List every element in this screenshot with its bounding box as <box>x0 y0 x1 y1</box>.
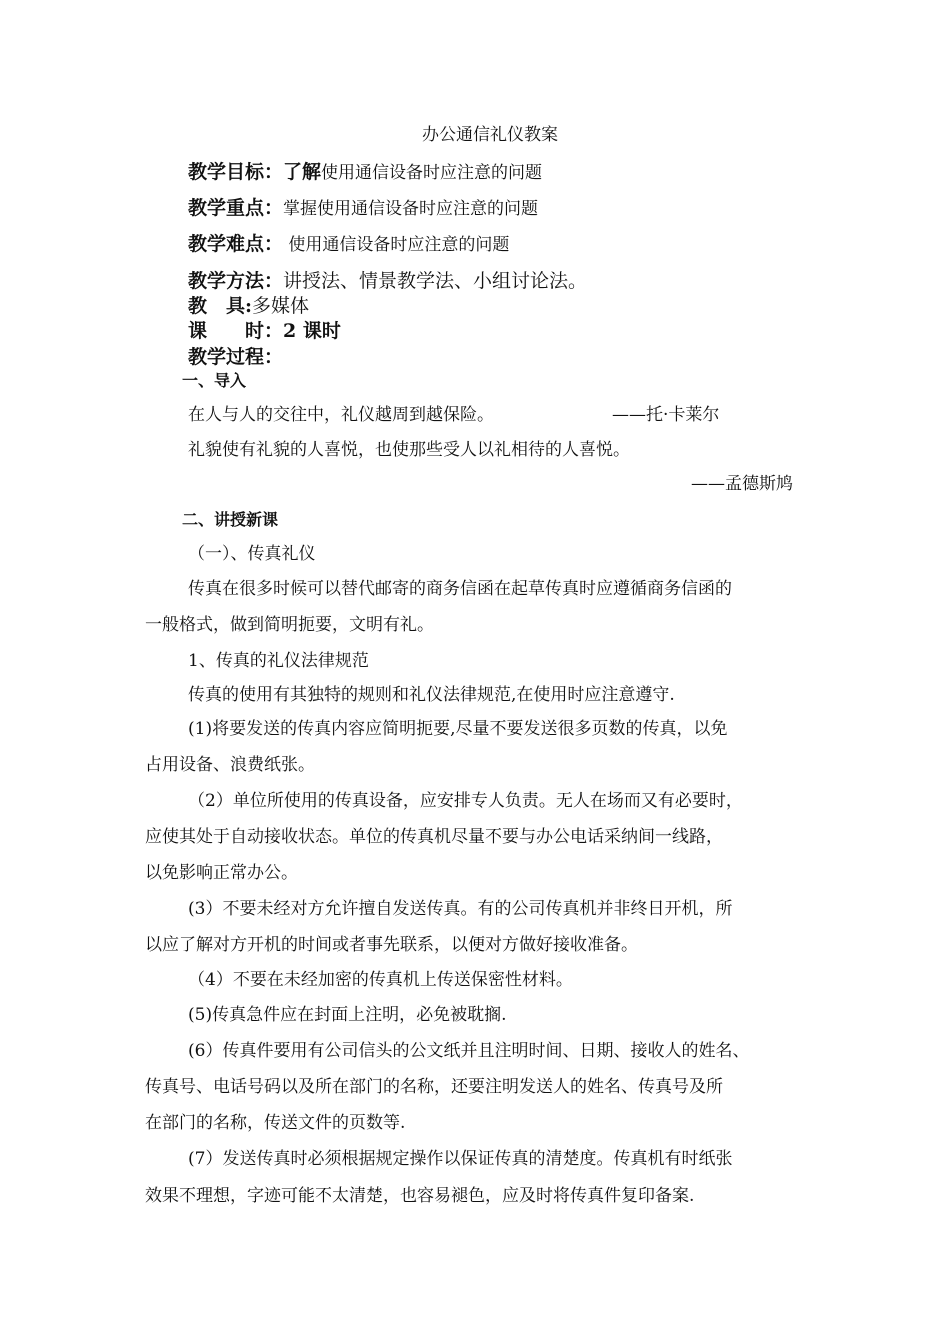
para1-line2: 一般格式，做到简明扼要，文明有礼。 <box>145 615 434 635</box>
tools-label: 教 具: <box>188 295 253 317</box>
section2-heading: 二、讲授新课 <box>182 510 279 529</box>
methods-text: 讲授法、情景教学法、小组讨论法。 <box>283 270 588 292</box>
tools-text: 多媒体 <box>252 295 310 317</box>
item2-line1: （2）单位所使用的传真设备，应安排专人负责。无人在场而又有必要时， <box>188 791 743 811</box>
document-title: 办公通信礼仪教案 <box>422 125 558 145</box>
focus-line <box>188 196 538 221</box>
item3-line1: (3）不要未经对方允许擅自发送传真。有的公司传真机并非终日开机，所 <box>188 899 733 919</box>
item7-line1: (7）发送传真时必须根据规定操作以保证传真的清楚度。传真机有时纸张 <box>188 1149 733 1169</box>
hours-text: 2 课时 <box>283 320 341 342</box>
hours-label: 课 时： <box>188 320 284 342</box>
subsection-fax-rules: 1、传真的礼仪法律规范 <box>188 651 369 671</box>
methods-line <box>188 269 587 293</box>
hours-line <box>188 319 341 343</box>
item6-line1: (6）传真件要用有公司信头的公文纸并且注明时间、日期、接收人的姓名、 <box>188 1041 750 1061</box>
quote1-author: ——托·卡莱尔 <box>612 405 720 425</box>
item5: (5)传真急件应在封面上注明，必免被耽搁. <box>188 1005 507 1025</box>
item1-line2: 占用设备、浪费纸张。 <box>145 755 315 775</box>
item6-line2: 传真号、电话号码以及所在部门的名称，还要注明发送人的姓名、传真号及所 <box>145 1077 723 1097</box>
focus-label: 教学重点： <box>188 197 284 219</box>
difficulty-text: 使用通信设备时应注意的问题 <box>283 235 510 255</box>
quote1: 在人与人的交往中，礼仪越周到越保险。 <box>188 405 494 425</box>
difficulty-label: 教学难点： <box>188 233 284 255</box>
difficulty-line <box>188 232 509 257</box>
item6-line3: 在部门的名称，传送文件的页数等. <box>145 1113 406 1133</box>
item1-line1: (1)将要发送的传真内容应简明扼要,尽量不要发送很多页数的传真，以免 <box>188 719 728 739</box>
item2-line3: 以免影响正常办公。 <box>145 863 298 883</box>
objective-text: 使用通信设备时应注意的问题 <box>321 163 543 183</box>
objective-label: 教学目标： <box>188 161 284 183</box>
para2: 传真的使用有其独特的规则和礼仪法律规范,在使用时应注意遵守. <box>188 685 675 705</box>
item2-line2: 应使其处于自动接收状态。单位的传真机尽量不要与办公电话采纳间一线路， <box>145 827 723 847</box>
para1-line1: 传真在很多时候可以替代邮寄的商务信函在起草传真时应遵循商务信函的 <box>188 579 732 599</box>
item7-line2: 效果不理想，字迹可能不太清楚，也容易褪色，应及时将传真件复印备案. <box>145 1186 695 1206</box>
process-label: 教学过程： <box>188 346 284 368</box>
methods-label: 教学方法： <box>188 270 284 292</box>
objective-line <box>188 160 542 185</box>
item3-line2: 以应了解对方开机的时间或者事先联系，以便对方做好接收准备。 <box>145 935 638 955</box>
quote2: 礼貌使有礼貌的人喜悦，也使那些受人以礼相待的人喜悦。 <box>188 440 630 460</box>
quote2-author: ——孟德斯鸠 <box>691 474 793 494</box>
tools-line <box>188 294 309 318</box>
item4: （4）不要在未经加密的传真机上传送保密性材料。 <box>188 970 573 990</box>
subsection-fax-etiquette: （一）、传真礼仪 <box>188 544 316 564</box>
section1-heading: 一、导入 <box>182 371 247 390</box>
objective-keyword: 了解 <box>283 161 322 183</box>
focus-text: 掌握使用通信设备时应注意的问题 <box>283 199 539 219</box>
